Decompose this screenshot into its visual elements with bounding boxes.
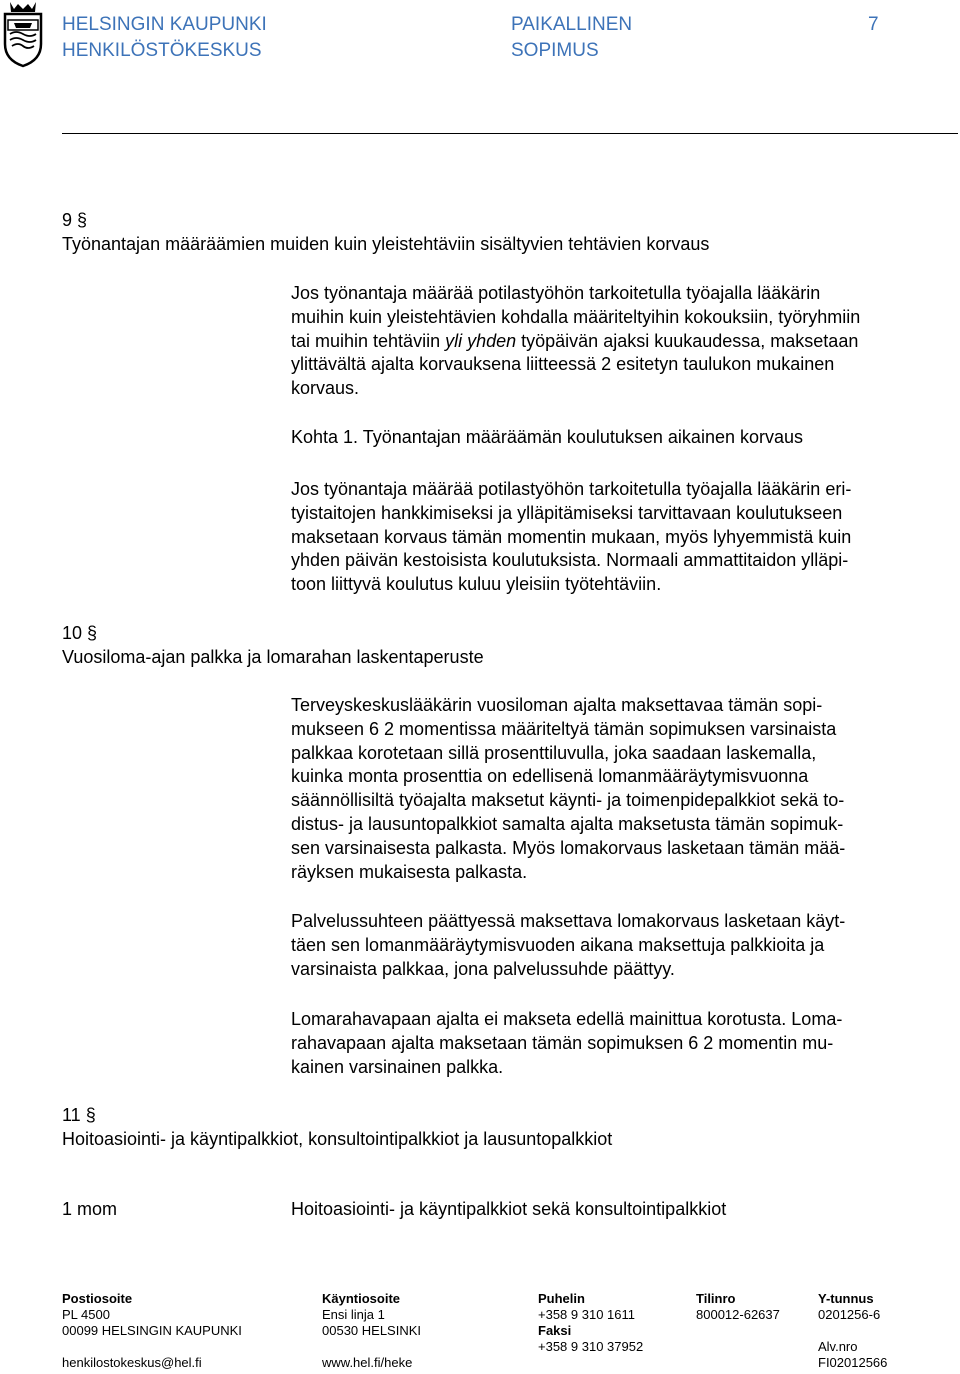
footer-website-link[interactable]: www.hel.fi/heke <box>322 1355 413 1370</box>
header-document-type <box>511 12 632 64</box>
section-9-paragraph-2: Jos työnantaja määrää potilastyöhön tarkoitetulla työajalla lääkärin eri- tyistaitojen hankkimiseksi ja ylläpitämiseksi tarvittavaan koulutukseen maksetaan korvaus tämän momentin mukaan, myös lyhyemmistä kuin yhden päivän kestoisista koulutuksista. Normaali ammattitaidon ylläpi- toon liittyvä koulutus kuluu yleisiin työtehtäviin. <box>291 479 852 595</box>
page-number: 7 <box>868 14 879 35</box>
section-10-title: Vuosiloma-ajan palkka ja lomarahan laskentaperuste <box>62 647 484 667</box>
section-9-paragraph-1: Jos työnantaja määrää potilastyöhön tarkoitetulla työajalla lääkärin muihin kuin yleistehtävien kohdalla määriteltyihin kokouksiin, työryhmiin tai muihin tehtäviin yli yhden työpäivän ajaksi kuukaudessa, maksetaan ylittävältä ajalta korvauksena liitteessä 2 esitetyn taulukon mukainen korvaus. <box>291 283 861 399</box>
org-unit: HENKILÖSTÖKESKUS <box>62 40 262 61</box>
moment-1-title: Hoitoasiointi- ja käyntipalkkiot sekä konsultointipalkkiot <box>291 1199 727 1219</box>
section-11-number: 11 § <box>62 1105 96 1125</box>
footer-email[interactable]: henkilostokeskus@hel.fi <box>62 1355 202 1370</box>
emphasis-yli-yhden: yli yhden <box>445 330 517 351</box>
footer-account-number: Tilinro 800012-62637 <box>696 1291 780 1322</box>
section-10-number: 10 § <box>62 623 98 643</box>
doc-type-line2: SOPIMUS <box>511 40 599 61</box>
header-divider <box>62 133 958 134</box>
footer-business-id: Y-tunnus 0201256-6 Alv.nro FI02012566 <box>818 1291 888 1370</box>
section-10-paragraph-1: Terveyskeskuslääkärin vuosiloman ajalta maksettavaa tämän sopi- mukseen 6 2 momentissa määriteltyä tämän sopimuksen varsinaista palkkaa korotetaan sillä prosenttiluvulla, joka saadaan laskemalla, kuinka monta prosenttia on edellisenä lomanmääräytymisvuonna säännöllisiltä työajalta maksetut käynti- ja toimenpidepalkkiot sekä to- distus- ja lausuntopalkkiot samalta ajalta maksetusta tämän sopimuk- sen varsinaisesta palkasta. Myös lomakorvaus lasketaan tämän mää- räyksen mukaisesta palkasta. <box>291 695 846 882</box>
header-organization <box>62 12 267 64</box>
helsinki-crest-logo <box>2 0 44 68</box>
moment-1-label: 1 mom <box>62 1199 118 1219</box>
footer-phone: Puhelin +358 9 310 1611 Faksi +358 9 310 37952 <box>538 1291 644 1354</box>
footer-visiting-address: Käyntiosoite Ensi linja 1 00530 HELSINKI www.hel.fi/heke <box>322 1291 422 1370</box>
kohta-1-heading: Kohta 1. Työnantajan määräämän koulutuksen aikainen korvaus <box>291 427 803 447</box>
section-10-paragraph-2: Palvelussuhteen päättyessä maksettava lomakorvaus lasketaan käyt- täen sen lomanmääräytymisvuoden aikana maksettuja palkkioita ja varsinaista palkkaa, jona palvelussuhde päättyy. <box>291 911 846 979</box>
section-9-title: Työnantajan määräämien muiden kuin yleistehtäviin sisältyvien tehtävien korvaus <box>62 234 710 254</box>
footer-postal-address: Postiosoite PL 4500 00099 HELSINGIN KAUPUNKI henkilostokeskus@hel.fi <box>62 1291 242 1370</box>
section-11-title: Hoitoasiointi- ja käyntipalkkiot, konsultointipalkkiot ja lausuntopalkkiot <box>62 1129 613 1149</box>
section-10-paragraph-3: Lomarahavapaan ajalta ei makseta edellä mainittua korotusta. Loma- rahavapaan ajalta maksetaan tämän sopimuksen 6 2 momentin mu- kainen varsinainen palkka. <box>291 1009 843 1077</box>
section-9-number: 9 § <box>62 210 88 230</box>
doc-type-line1: PAIKALLINEN <box>511 14 633 35</box>
org-name: HELSINGIN KAUPUNKI <box>62 14 267 35</box>
